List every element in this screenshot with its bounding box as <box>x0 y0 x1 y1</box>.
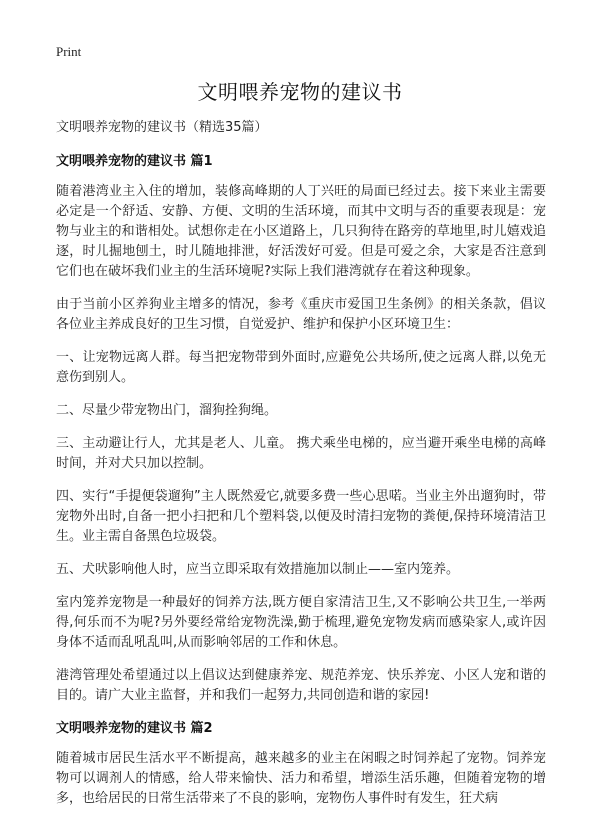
print-link[interactable]: Print <box>56 44 82 59</box>
paragraph: 一、让宠物远离人群。每当把宠物带到外面时,应避免公共场所,使之远离人群,以免无意伤到别人。 <box>56 350 546 385</box>
section-heading-1: 文明喂养宠物的建议书 篇1 <box>56 154 213 169</box>
document-subtitle: 文明喂养宠物的建议书（精选35篇） <box>56 120 268 135</box>
section-heading-2: 文明喂养宠物的建议书 篇2 <box>56 721 213 736</box>
paragraph: 四、实行“手提便袋遛狗”主人既然爱它,就要多费一些心思喏。当业主外出遛狗时，带宠物外出时,自备一把小扫把和几个塑料袋,以便及时清扫宠物的粪便,保持环境清洁卫生。业主需自备黑色垃圾袋。 <box>56 489 546 544</box>
paragraph: 三、主动避让行人，尤其是老人、儿童。 携犬乘坐电梯的，应当避开乘坐电梯的高峰时间，并对犬只加以控制。 <box>56 436 546 471</box>
document-title: 文明喂养宠物的建议书 <box>197 80 403 104</box>
paragraph: 随着城市居民生活水平不断提高，越来越多的业主在闲暇之时饲养起了宠物。饲养宠物可以调剂人的情感，给人带来愉快、活力和希望，增添生活乐趣，但随着宠物的增多，也给居民的日常生活带来了不良的影响，宠物伤人事件时有发生，狂犬病 <box>56 751 546 806</box>
paragraph: 二、尽量少带宠物出门，溜狗拴狗绳。 <box>56 403 278 418</box>
paragraph: 随着港湾业主入住的增加，装修高峰期的人丁兴旺的局面已经过去。接下来业主需要必定是一个舒适、安静、方便、文明的生活环境，而其中文明与否的重要表现是：宠物与业主的和谐相处。试想你走在小区道路上，几只狗待在路旁的草地里,时儿嬉戏追逐，时儿掘地刨土，时儿随地排泄，好活泼好可爱。但是可爱之余，大家是否注意到它们也在破坏我们业主的生活环境呢?实际上我们港湾就存在着这种现象。 <box>56 184 546 279</box>
document-body <box>56 118 546 822</box>
paragraph: 五、犬吠影响他人时，应当立即采取有效措施加以制止——室内笼养。 <box>56 562 460 577</box>
paragraph: 由于当前小区养狗业主增多的情况，参考《重庆市爱国卫生条例》的相关条款，倡议各位业主养成良好的卫生习惯，自觉爱护、维护和保护小区环境卫生： <box>56 297 546 332</box>
paragraph: 港湾管理处希望通过以上倡议达到健康养宠、规范养宠、快乐养宠、小区人宠和谐的目的。请广大业主监督，并和我们一起努力,共同创造和谐的家园! <box>56 668 546 703</box>
paragraph: 室内笼养宠物是一种最好的饲养方法,既方便自家清洁卫生,又不影响公共卫生,一举两得,何乐而不为呢?另外要经常给宠物洗澡,勤于梳理,避免宠物发病而感染家人,或许因身体不适而乱吼乱叫,从而影响邻居的工作和休息。 <box>56 595 546 650</box>
